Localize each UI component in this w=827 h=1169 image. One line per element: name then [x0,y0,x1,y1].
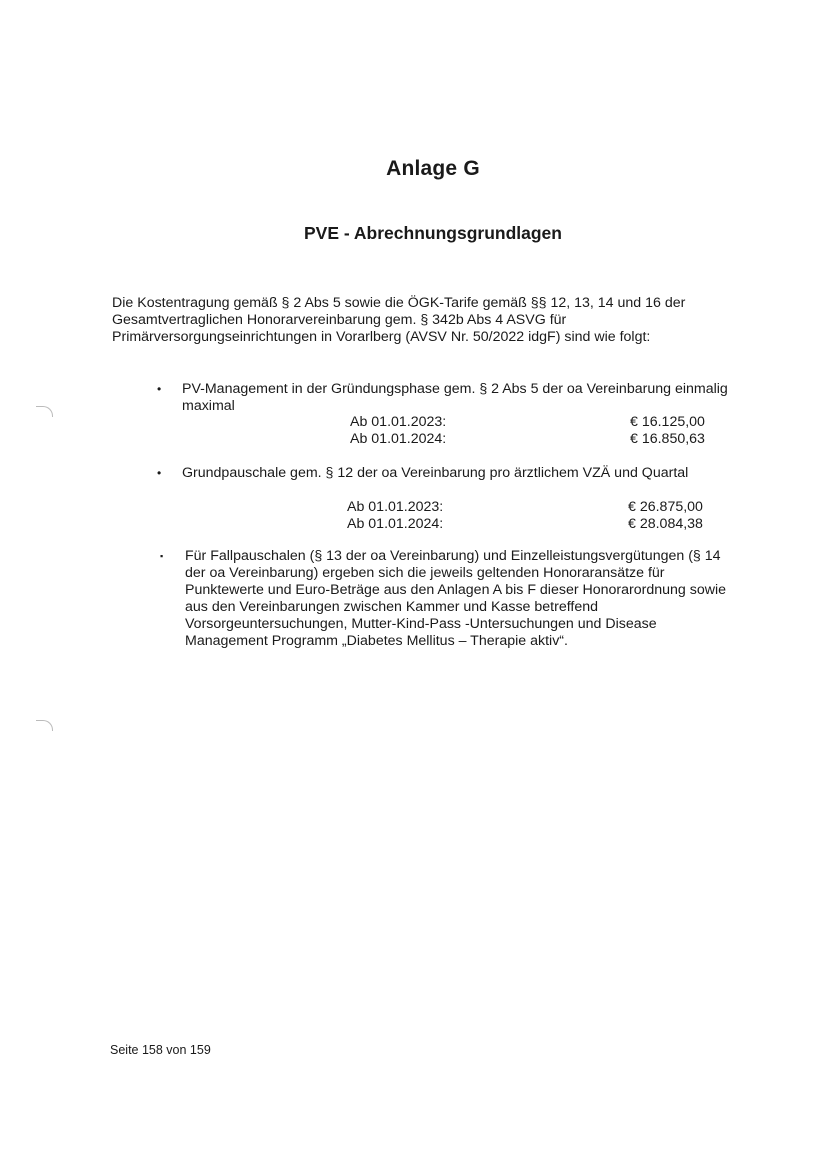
rate-date: Ab 01.01.2024: [350,431,447,447]
page-number: Seite 158 von 159 [110,1043,211,1057]
item-line: Management Programm „Diabetes Mellitus – Therapie aktiv“. [185,633,568,649]
page-title: Anlage G [386,157,480,180]
item-line: Für Fallpauschalen (§ 13 der oa Vereinbarung) und Einzelleistungsvergütungen (§ 14 [185,548,721,564]
rate-date: Ab 01.01.2023: [347,499,444,515]
item-line: Grundpauschale gem. § 12 der oa Vereinbarung pro ärztlichem VZÄ und Quartal [182,465,689,481]
intro-line: Die Kostentragung gemäß § 2 Abs 5 sowie die ÖGK-Tarife gemäß §§ 12, 13, 14 und 16 der [112,295,686,311]
rate-date: Ab 01.01.2023: [350,414,447,430]
item-line: aus den Vereinbarungen zwischen Kammer und Kasse betreffend [185,599,599,615]
rate-date: Ab 01.01.2024: [347,516,444,532]
bullet-icon: • [157,466,162,480]
bullet-icon: • [157,382,162,396]
rate-amount: € 16.850,63 [630,431,705,447]
rate-amount: € 28.084,38 [628,516,703,532]
item-line: der oa Vereinbarung) ergeben sich die jeweils geltenden Honoraransätze für [185,565,665,581]
punch-mark-icon [36,720,53,731]
item-line: Punktewerte und Euro-Beträge aus den Anlagen A bis F dieser Honorarordnung sowie [185,582,727,598]
item-line: maximal [182,398,235,414]
intro-line: Primärversorgungseinrichtungen in Vorarlberg (AVSV Nr. 50/2022 idgF) sind wie folgt: [112,329,651,345]
bullet-icon: ▪ [160,551,164,561]
list-item-pv-management [182,381,762,415]
punch-mark-icon [36,406,53,417]
list-item-fallpauschalen [185,548,765,650]
item-line: Vorsorgeuntersuchungen, Mutter-Kind-Pass -Untersuchungen und Disease [185,616,657,632]
list-item-grundpauschale [182,465,762,482]
rate-amount: € 16.125,00 [630,414,705,430]
intro-paragraph [112,295,752,346]
intro-line: Gesamtvertraglichen Honorarvereinbarung gem. § 342b Abs 4 ASVG für [112,312,567,328]
item-line: PV-Management in der Gründungsphase gem. § 2 Abs 5 der oa Vereinbarung einmalig [182,381,728,397]
rate-amount: € 26.875,00 [628,499,703,515]
page-subtitle: PVE - Abrechnungsgrundlagen [304,223,562,243]
